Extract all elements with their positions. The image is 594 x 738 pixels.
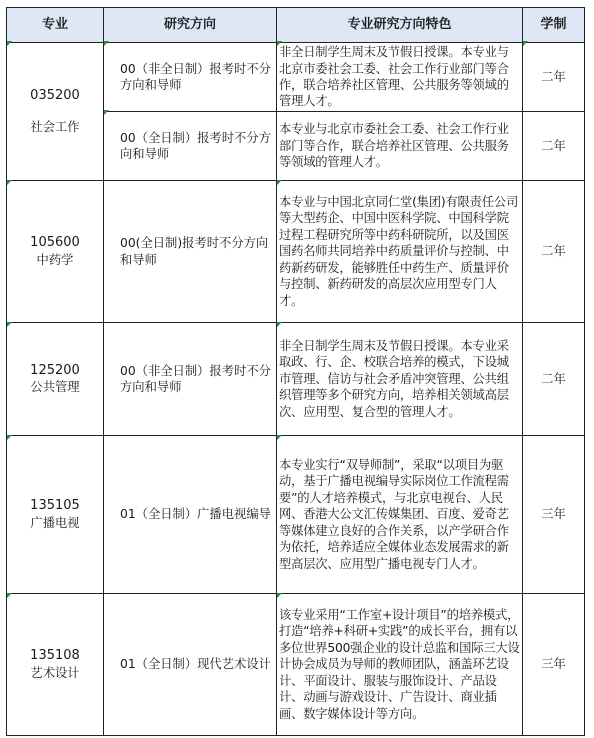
features-cell: 非全日制学生周末及节假日授课。本专业采取政、行、企、校联合培养的模式，下设城市管理、信访与社会矛盾冲突管理、公共组织管理等多个研究方向，培养相关领域高层次、应用型、复合型的管理人才。 bbox=[277, 323, 523, 436]
major-name: 社会工作 bbox=[30, 119, 80, 134]
duration-cell: 三年 bbox=[523, 594, 585, 736]
direction-cell: 00(全日制)报考时不分方向和导师 bbox=[104, 181, 277, 323]
direction-cell: 00（全日制）报考时不分方向和导师 bbox=[104, 112, 277, 181]
major-code: 135108 bbox=[30, 648, 80, 664]
major-code: 105600 bbox=[30, 235, 80, 251]
table-row bbox=[7, 436, 585, 594]
cell-corner-mark bbox=[104, 41, 109, 46]
major-cell bbox=[7, 43, 104, 181]
major-name: 艺术设计 bbox=[30, 665, 80, 680]
header-duration: 学制 bbox=[523, 8, 585, 43]
features-cell: 本专业与中国北京同仁堂(集团)有限责任公司等大型药企、中国中医科学院、中国科学院过程工程研究所等中药科研院所，以及国医国药名师共同培养中药质量评价与控制、中药新药研发，能够胜任中药生产、质量评价与控制、新药研发的高层次应用型专门人才。 bbox=[277, 181, 523, 323]
cell-corner-mark bbox=[277, 180, 282, 185]
duration-cell: 二年 bbox=[523, 181, 585, 323]
duration-cell: 二年 bbox=[523, 43, 585, 112]
table-row bbox=[7, 43, 585, 112]
features-cell: 该专业采用“工作室+设计项目”的培养模式，打造“培养+科研+实践”的成长平台，拥有以多位世界500强企业的设计总监和国际三大设计协会成员为导师的教师团队，涵盖环艺设计、平面设计、服装与服饰设计、产品设计、动画与游戏设计、广告设计、商业插画、数字媒体设计等方向。 bbox=[277, 594, 523, 736]
cell-corner-mark bbox=[277, 435, 282, 440]
header-major: 专业 bbox=[7, 8, 104, 43]
header-features: 专业研究方向特色 bbox=[277, 8, 523, 43]
cell-corner-mark bbox=[7, 180, 12, 185]
cell-corner-mark bbox=[7, 41, 12, 46]
major-code: 135105 bbox=[30, 498, 80, 514]
table-row bbox=[7, 181, 585, 323]
header-direction: 研究方向 bbox=[104, 8, 277, 43]
major-code: 035200 bbox=[30, 88, 80, 104]
duration-cell: 三年 bbox=[523, 436, 585, 594]
direction-cell: 01（全日制）广播电视编导 bbox=[104, 436, 277, 594]
direction-cell: 00（非全日制）报考时不分方向和导师 bbox=[104, 323, 277, 436]
table-row bbox=[7, 323, 585, 436]
features-cell: 非全日制学生周末及节假日授课。本专业与北京市委社会工委、社会工作行业部门等合作，联合培养社区管理、公共服务等领域的管理人才。 bbox=[277, 43, 523, 112]
cell-corner-mark bbox=[7, 435, 12, 440]
major-cell bbox=[7, 323, 104, 436]
direction-cell: 01（全日制）现代艺术设计 bbox=[104, 594, 277, 736]
graduate-majors-table bbox=[6, 7, 585, 736]
major-cell bbox=[7, 436, 104, 594]
features-cell: 本专业与北京市委社会工委、社会工作行业部门等合作，联合培养社区管理、公共服务等领域的管理人才。 bbox=[277, 112, 523, 181]
major-name: 广播电视 bbox=[30, 515, 80, 530]
cell-corner-mark bbox=[523, 41, 528, 46]
major-cell bbox=[7, 181, 104, 323]
duration-cell: 二年 bbox=[523, 323, 585, 436]
table-row bbox=[7, 594, 585, 736]
major-name: 公共管理 bbox=[30, 380, 80, 394]
features-cell: 本专业实行“双导师制”，采取“以项目为驱动，基于广播电视编导实际岗位工作流程需要”的人才培养模式，与北京电视台、人民网、香港大公文汇传媒集团、百度、爱奇艺等媒体建立良好的合作关系，以产学研合作为依托，培养适应全媒体业态发展需求的新型高层次、应用型广播电视专门人才。 bbox=[277, 436, 523, 594]
header-row bbox=[7, 8, 585, 43]
cell-corner-mark bbox=[277, 41, 282, 46]
duration-cell: 二年 bbox=[523, 112, 585, 181]
major-code: 125200 bbox=[30, 362, 80, 378]
major-name: 中药学 bbox=[36, 252, 74, 267]
cell-corner-mark bbox=[104, 110, 109, 115]
cell-corner-mark bbox=[277, 322, 282, 327]
cell-corner-mark bbox=[277, 593, 282, 598]
direction-cell: 00（非全日制）报考时不分方向和导师 bbox=[104, 43, 277, 112]
cell-corner-mark bbox=[7, 322, 12, 327]
major-cell bbox=[7, 594, 104, 736]
cell-corner-mark bbox=[7, 593, 12, 598]
